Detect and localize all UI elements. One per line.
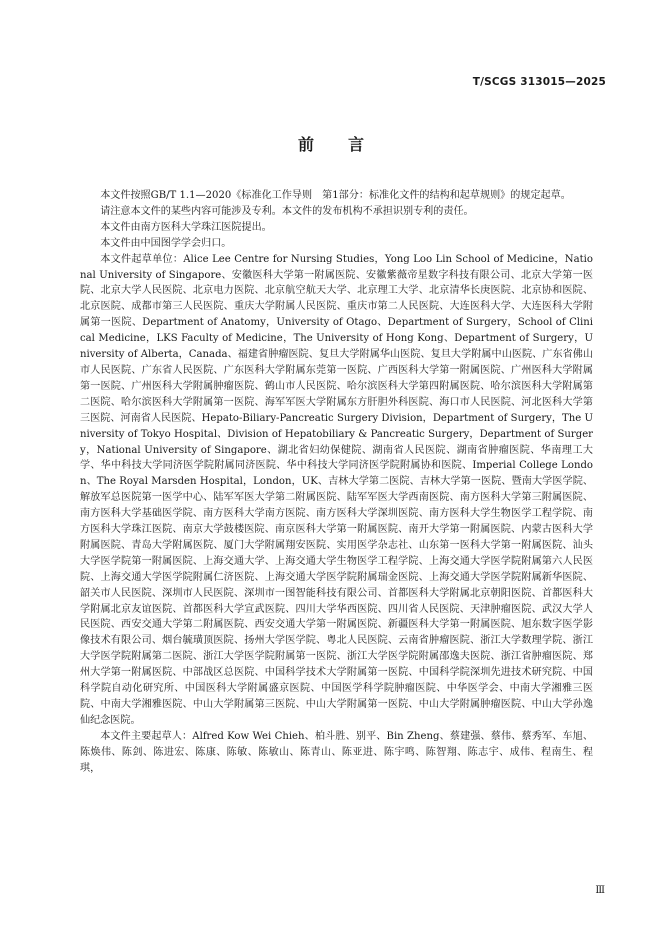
page-number: Ⅲ: [595, 885, 605, 896]
standard-code: T/SCGS 313015—2025: [472, 76, 606, 88]
paragraph-main-drafters: 本文件主要起草人：Alfred Kow Wei Chieh、柏斗胜、别平、Bin Zheng、蔡建强、蔡伟、蔡秀军、车旭、陈焕伟、陈剑、陈进宏、陈康、陈敏、陈敏山、陈青山、陈亚进、陈宇鸣、陈智翔、陈志宇、成伟、程南生、程琪，: [80, 730, 593, 774]
preface-body: [80, 188, 593, 777]
paragraph-drafting-units: 本文件起草单位：Alice Lee Centre for Nursing Studies，Yong Loo Lin School of Medicine，National University of Singapore、安徽医科大学第一附属医院、安徽紫薇帝星数字科技有限公司、北京大学第一医院、北京大学人民医院、北京电力医院、北京航空航天大学、北京理工大学、北京清华长庚医院、北京协和医院、北京医院、成都市第三人民医院、重庆大学附属人民医院、重庆市第二人民医院、大连医科大学、大连医科大学附属第一医院、Department of Anatomy，University of Otago、Department of Surgery，School of Clinical Medicine，LKS Faculty of Medicine，The University of Hong Kong、Department of Surgery，University of Alberta，Canada、福建省肿瘤医院、复旦大学附属华山医院、复旦大学附属中山医院、广东省佛山市人民医院、广东省人民医院、广东医科大学附属东莞第一医院、广西医科大学第一附属医院、广州医科大学附属第一医院、广州医科大学附属肿瘤医院、鹤山市人民医院、哈尔滨医科大学第四附属医院、哈尔滨医科大学附属第二医院、哈尔滨医科大学附属第一医院、海军军医大学附属东方肝胆外科医院、海口市人民医院、河北医科大学第三医院、河南省人民医院、Hepato-Biliary-Pancreatic Surgery Division，Department of Surgery，The University of Tokyo Hospital、Division of Hepatobiliary & Pancreatic Surgery，Department of Surgery，National University of Singapore、湖北省妇幼保健院、湖南省人民医院、湖南省肿瘤医院、华南理工大学、华中科技大学同济医学院附属同济医院、华中科技大学同济医学院附属协和医院、Imperial College London、The Royal Marsden Hospital，London，UK、吉林大学第二医院、吉林大学第一医院、暨南大学医学院、解放军总医院第一医学中心、陆军军医大学第二附属医院、陆军军医大学西南医院、南方医科大学第三附属医院、南方医科大学基础医学院、南方医科大学南方医院、南方医科大学深圳医院、南方医科大学生物医学工程学院、南方医科大学珠江医院、南京大学鼓楼医院、南京医科大学第一附属医院、南开大学第一附属医院、内蒙古医科大学附属医院、青岛大学附属医院、厦门大学附属翔安医院、实用医学杂志社、山东第一医科大学第一附属医院、汕头大学医学院第一附属医院、上海交通大学、上海交通大学生物医学工程学院、上海交通大学医学院附属第六人民医院、上海交通大学医学院附属仁济医院、上海交通大学医学院附属瑞金医院、上海交通大学医学院附属新华医院、韶关市人民医院、深圳市人民医院、深圳市一图智能科技有限公司、首都医科大学附属北京朝阳医院、首都医科大学附属北京友谊医院、首都医科大学宣武医院、四川大学华西医院、四川省人民医院、天津肿瘤医院、武汉大学人民医院、西安交通大学第二附属医院、西安交通大学第一附属医院、新疆医科大学第一附属医院、旭东数字医学影像技术有限公司、烟台毓璜顶医院、扬州大学医学院、粤北人民医院、云南省肿瘤医院、浙江大学数理学院、浙江大学医学院附属第二医院、浙江大学医学院附属第一医院、浙江大学医学院附属邵逸夫医院、浙江省肿瘤医院、郑州大学第一附属医院、中部战区总医院、中国科学技术大学附属第一医院、中国科学院深圳先进技术研究院、中国科学院自动化研究所、中国医科大学附属盛京医院、中国医学科学院肿瘤医院、中华医学会、中南大学湘雅三医院、中南大学湘雅医院、中山大学附属第三医院、中山大学附属第一医院、中山大学附属肿瘤医院、中山大学孙逸仙纪念医院。: [80, 253, 593, 726]
paragraph-patent-notice: 请注意本文件的某些内容可能涉及专利。本文件的发布机构不承担识别专利的责任。: [100, 205, 474, 217]
page-title: 前言: [297, 135, 398, 154]
paragraph-centralized-by: 本文件由中国图学学会归口。: [100, 237, 232, 249]
paragraph-proposer: 本文件由南方医科大学珠江医院提出。: [100, 221, 272, 233]
paragraph-drafting-rules: 本文件按照GB/T 1.1—2020《标准化工作导则 第1部分：标准化文件的结构和起草规则》的规定起草。: [100, 190, 571, 201]
